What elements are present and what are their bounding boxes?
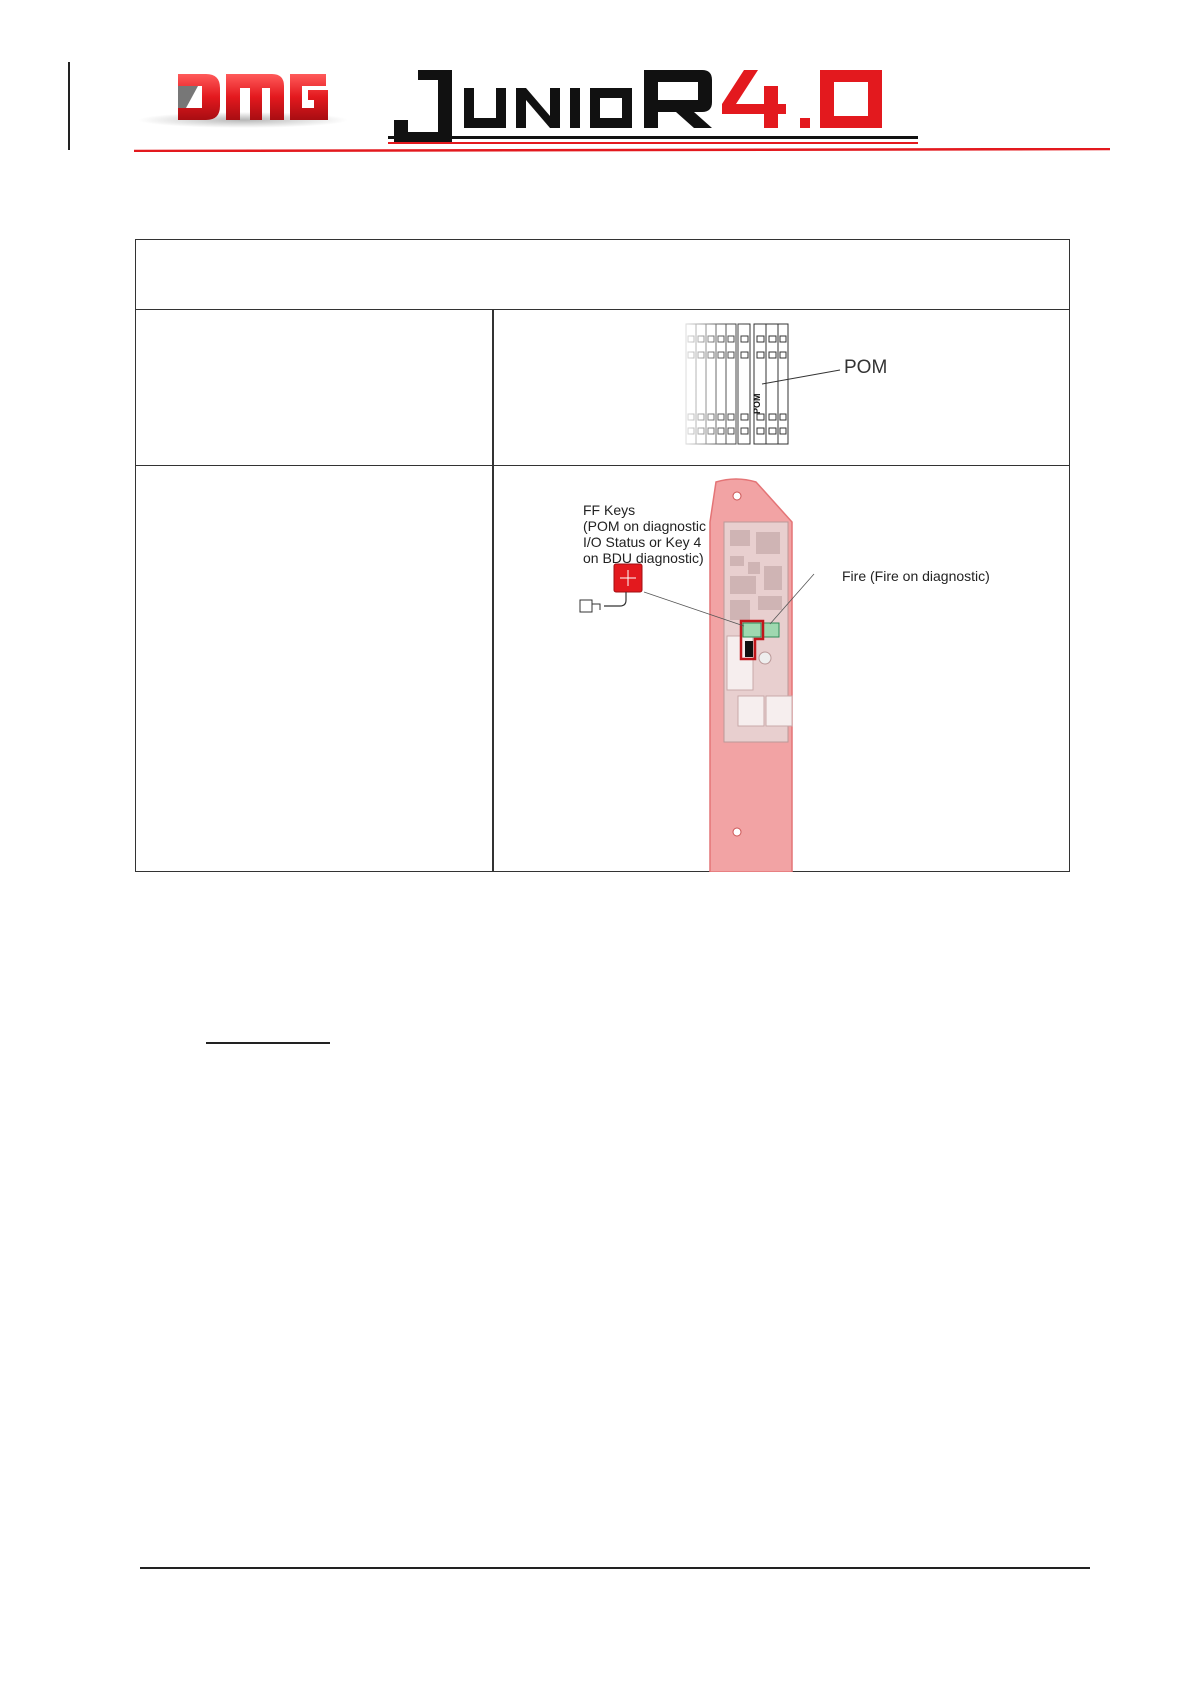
fire-label: Fire (Fire on diagnostic) bbox=[842, 568, 990, 584]
dmg-logo bbox=[138, 60, 358, 146]
ff-keys-label bbox=[583, 502, 706, 566]
pom-callout-label: POM bbox=[844, 357, 888, 378]
table-header-row bbox=[136, 240, 1069, 310]
margin-bar bbox=[68, 62, 70, 150]
column-divider bbox=[492, 310, 494, 871]
footer-divider bbox=[140, 1567, 1090, 1569]
pom-strip-label: POM bbox=[752, 393, 762, 414]
table-row bbox=[136, 310, 1069, 466]
junior-logo bbox=[388, 58, 928, 150]
ff-keys-line: FF Keys bbox=[583, 502, 636, 518]
ff-keys-line: (POM on diagnostic bbox=[583, 518, 706, 534]
ff-keys-line: on BDU diagnostic) bbox=[583, 550, 704, 566]
ff-keys-line: I/O Status or Key 4 bbox=[583, 534, 702, 550]
underline-mark bbox=[206, 1042, 330, 1044]
terminal-block-figure bbox=[682, 322, 912, 446]
header-divider bbox=[134, 148, 1110, 152]
